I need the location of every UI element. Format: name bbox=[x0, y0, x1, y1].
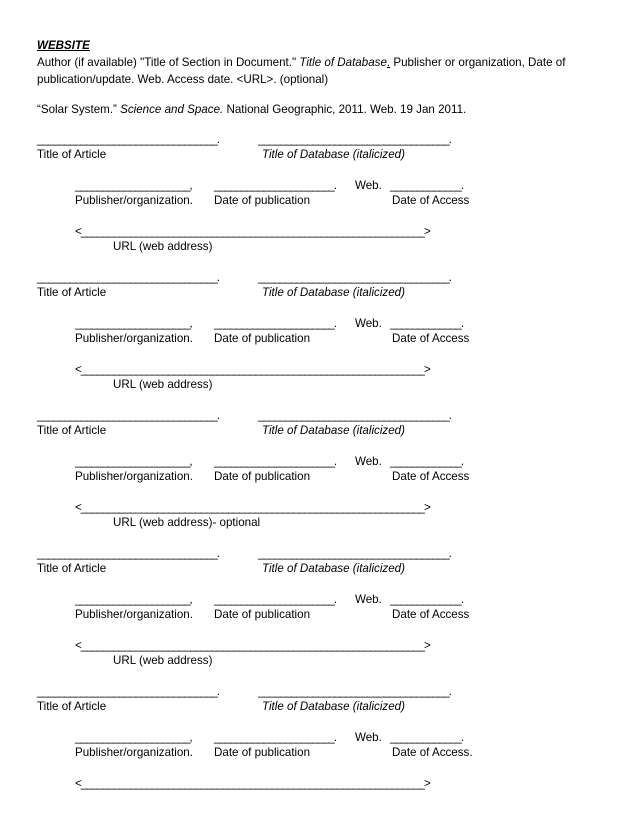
url-blank-1: <_______________________________________________________________> bbox=[75, 225, 430, 238]
url-blank-2: <_______________________________________________________________> bbox=[75, 363, 430, 376]
label-title-of-article-5: Title of Article bbox=[37, 700, 107, 713]
publisher-blank-3: _____________________, bbox=[75, 455, 192, 468]
label-title-of-article-4: Title of Article bbox=[37, 562, 107, 575]
database-title-blank-5: ___________________________________. bbox=[258, 685, 451, 698]
label-date-of-access-1: Date of Access bbox=[392, 194, 470, 207]
label-title-of-article-1: Title of Article bbox=[37, 148, 107, 161]
format-line-2: publication/update. Web. Access date. <URL>. (optional) bbox=[37, 73, 329, 86]
label-date-of-publication-3: Date of publication bbox=[214, 470, 311, 483]
label-title-of-database-5: Title of Database (italicized) bbox=[262, 700, 405, 713]
publication-date-blank-1: ______________________. bbox=[214, 179, 337, 192]
label-publisher-1: Publisher/organization. bbox=[75, 194, 193, 207]
label-url-3: URL (web address)- optional bbox=[113, 516, 261, 529]
url-blank-4: <_______________________________________________________________> bbox=[75, 639, 430, 652]
label-date-of-publication-4: Date of publication bbox=[214, 608, 311, 621]
label-date-of-publication-5: Date of publication bbox=[214, 746, 311, 759]
article-title-blank-1: _________________________________. bbox=[37, 133, 220, 146]
access-date-blank-2: _____________. bbox=[390, 317, 464, 330]
database-title-blank-2: ___________________________________. bbox=[258, 271, 451, 284]
access-date-blank-5: _____________. bbox=[390, 731, 464, 744]
article-title-blank-5: _________________________________. bbox=[37, 685, 220, 698]
database-title-blank-3: ___________________________________. bbox=[258, 409, 451, 422]
label-title-of-database-2: Title of Database (italicized) bbox=[262, 286, 405, 299]
label-date-of-publication-2: Date of publication bbox=[214, 332, 311, 345]
database-title-blank-1: ___________________________________. bbox=[258, 133, 451, 146]
label-date-of-publication-1: Date of publication bbox=[214, 194, 311, 207]
publication-date-blank-3: ______________________. bbox=[214, 455, 337, 468]
publisher-blank-5: _____________________, bbox=[75, 731, 192, 744]
label-title-of-database-1: Title of Database (italicized) bbox=[262, 148, 405, 161]
label-date-of-access-3: Date of Access bbox=[392, 470, 470, 483]
label-date-of-access-5: Date of Access. bbox=[392, 746, 473, 759]
publisher-blank-4: _____________________, bbox=[75, 593, 192, 606]
web-label-1: Web. bbox=[355, 179, 382, 192]
database-title-blank-4: ___________________________________. bbox=[258, 547, 451, 560]
example-citation: “Solar System.” Science and Space. National Geographic, 2011. Web. 19 Jan 2011. bbox=[37, 103, 467, 116]
label-url-2: URL (web address) bbox=[113, 378, 213, 391]
publisher-blank-2: _____________________, bbox=[75, 317, 192, 330]
access-date-blank-3: _____________. bbox=[390, 455, 464, 468]
label-publisher-4: Publisher/organization. bbox=[75, 608, 193, 621]
article-title-blank-3: _________________________________. bbox=[37, 409, 220, 422]
web-label-4: Web. bbox=[355, 593, 382, 606]
url-blank-5: <_______________________________________________________________> bbox=[75, 777, 430, 790]
web-label-2: Web. bbox=[355, 317, 382, 330]
web-label-3: Web. bbox=[355, 455, 382, 468]
web-label-5: Web. bbox=[355, 731, 382, 744]
label-title-of-database-3: Title of Database (italicized) bbox=[262, 424, 405, 437]
label-publisher-5: Publisher/organization. bbox=[75, 746, 193, 759]
publication-date-blank-5: ______________________. bbox=[214, 731, 337, 744]
label-publisher-2: Publisher/organization. bbox=[75, 332, 193, 345]
format-line-1: Author (if available) "Title of Section in Document." Title of Database. Publisher or organization, Date of bbox=[37, 56, 566, 69]
section-title: WEBSITE bbox=[37, 39, 90, 52]
url-blank-3: <_______________________________________________________________> bbox=[75, 501, 430, 514]
article-title-blank-4: _________________________________. bbox=[37, 547, 220, 560]
access-date-blank-1: _____________. bbox=[390, 179, 464, 192]
label-url-1: URL (web address) bbox=[113, 240, 213, 253]
label-publisher-3: Publisher/organization. bbox=[75, 470, 193, 483]
access-date-blank-4: _____________. bbox=[390, 593, 464, 606]
label-date-of-access-2: Date of Access bbox=[392, 332, 470, 345]
label-date-of-access-4: Date of Access bbox=[392, 608, 470, 621]
label-title-of-database-4: Title of Database (italicized) bbox=[262, 562, 405, 575]
publication-date-blank-4: ______________________. bbox=[214, 593, 337, 606]
label-url-4: URL (web address) bbox=[113, 654, 213, 667]
publication-date-blank-2: ______________________. bbox=[214, 317, 337, 330]
label-title-of-article-2: Title of Article bbox=[37, 286, 107, 299]
publisher-blank-1: _____________________, bbox=[75, 179, 192, 192]
article-title-blank-2: _________________________________. bbox=[37, 271, 220, 284]
label-title-of-article-3: Title of Article bbox=[37, 424, 107, 437]
